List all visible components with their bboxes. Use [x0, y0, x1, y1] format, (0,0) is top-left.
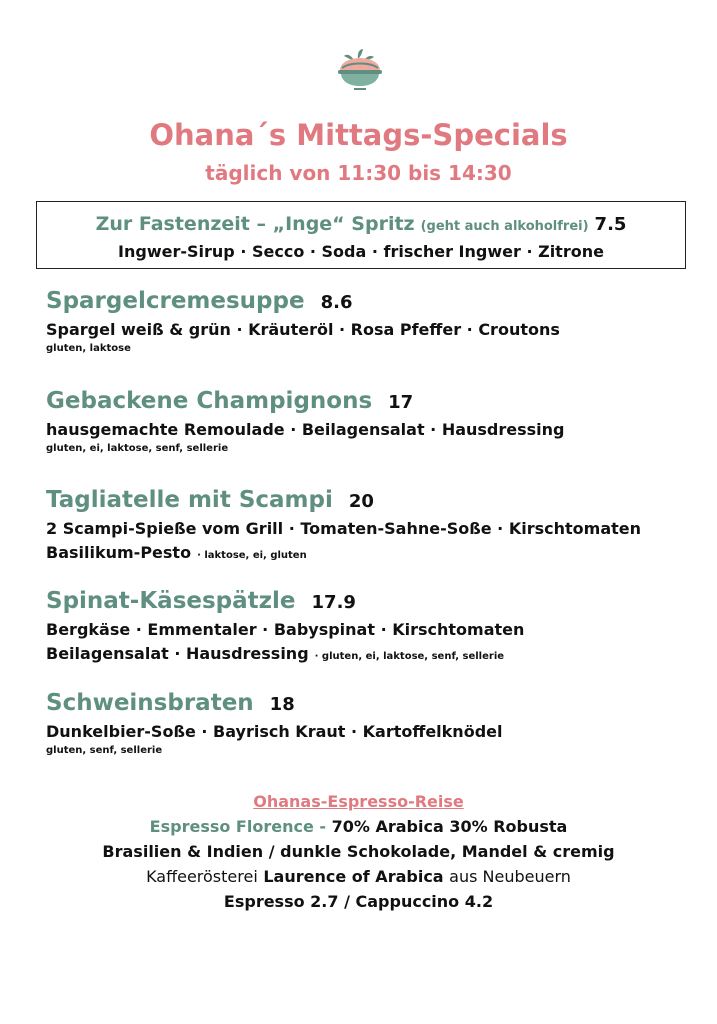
page-title: Ohana´s Mittags-Specials	[149, 118, 568, 152]
dish-price: 20	[348, 491, 374, 512]
espresso-ratio: 70% Arabica 30% Robusta	[331, 817, 568, 836]
espresso-prices: Espresso 2.7 / Cappuccino 4.2	[223, 892, 494, 911]
dish-item	[46, 690, 686, 756]
dish-description: 2 Scampi-Spieße vom Grill · Tomaten-Sahne-Soße · Kirschtomaten	[46, 519, 641, 538]
dish-price: 8.6	[320, 292, 353, 313]
dish-price: 17	[388, 392, 414, 413]
dish-item	[46, 588, 686, 663]
dish-name: Gebackene Champignons	[46, 388, 373, 414]
espresso-title: Ohanas-Espresso-Reise	[253, 792, 464, 811]
dish-description: Dunkelbier-Soße · Bayrisch Kraut · Kartoffelknödel	[46, 722, 503, 741]
dish-allergens: gluten, senf, sellerie	[46, 745, 163, 756]
dish-allergens: gluten, ei, laktose, senf, sellerie	[46, 443, 229, 454]
espresso-origin: Brasilien & Indien / dunkle Schokolade, Mandel & cremig	[102, 842, 615, 861]
dish-allergens: · gluten, ei, laktose, senf, sellerie	[314, 651, 505, 662]
special-price: 7.5	[594, 214, 627, 235]
special-headline	[37, 213, 685, 235]
dish-price: 18	[269, 694, 295, 715]
dish-name: Spargelcremesuppe	[46, 288, 305, 314]
special-description: Ingwer-Sirup · Secco · Soda · frischer Ingwer · Zitrone	[118, 242, 604, 261]
dish-description: Bergkäse · Emmentaler · Babyspinat · Kirschtomaten	[46, 620, 525, 639]
special-box	[36, 201, 686, 269]
dish-description-line2	[46, 543, 686, 562]
dish-description: hausgemachte Remoulade · Beilagensalat · Hausdressing	[46, 420, 565, 439]
espresso-section	[0, 792, 717, 911]
dish-description-cont: Beilagensalat · Hausdressing	[46, 644, 309, 663]
dish-item	[46, 487, 686, 562]
dish-description: Spargel weiß & grün · Kräuteröl · Rosa Pfeffer · Croutons	[46, 320, 560, 339]
special-note: (geht auch alkoholfrei)	[420, 219, 589, 234]
espresso-blend	[0, 817, 717, 836]
roastery-name: Laurence of Arabica	[263, 867, 444, 886]
dish-item	[46, 388, 686, 454]
dish-name: Schweinsbraten	[46, 690, 254, 716]
roastery-label: Kaffeerösterei	[146, 867, 258, 886]
dish-name: Tagliatelle mit Scampi	[46, 487, 333, 513]
dish-allergens: · laktose, ei, gluten	[197, 550, 307, 561]
opening-hours: täglich von 11:30 bis 14:30	[205, 161, 512, 185]
special-title: Zur Fastenzeit – „Inge“ Spritz	[95, 213, 415, 235]
dish-name: Spinat-Käsespätzle	[46, 588, 296, 614]
espresso-roastery	[0, 867, 717, 886]
bowl-icon	[336, 46, 384, 96]
roastery-location: aus Neubeuern	[449, 867, 571, 886]
dish-allergens: gluten, laktose	[46, 343, 131, 354]
espresso-name: Espresso Florence -	[149, 817, 327, 836]
dish-price: 17.9	[311, 592, 356, 613]
dish-description-cont: Basilikum-Pesto	[46, 543, 192, 562]
dish-description-line2	[46, 644, 686, 663]
dish-item	[46, 288, 686, 354]
